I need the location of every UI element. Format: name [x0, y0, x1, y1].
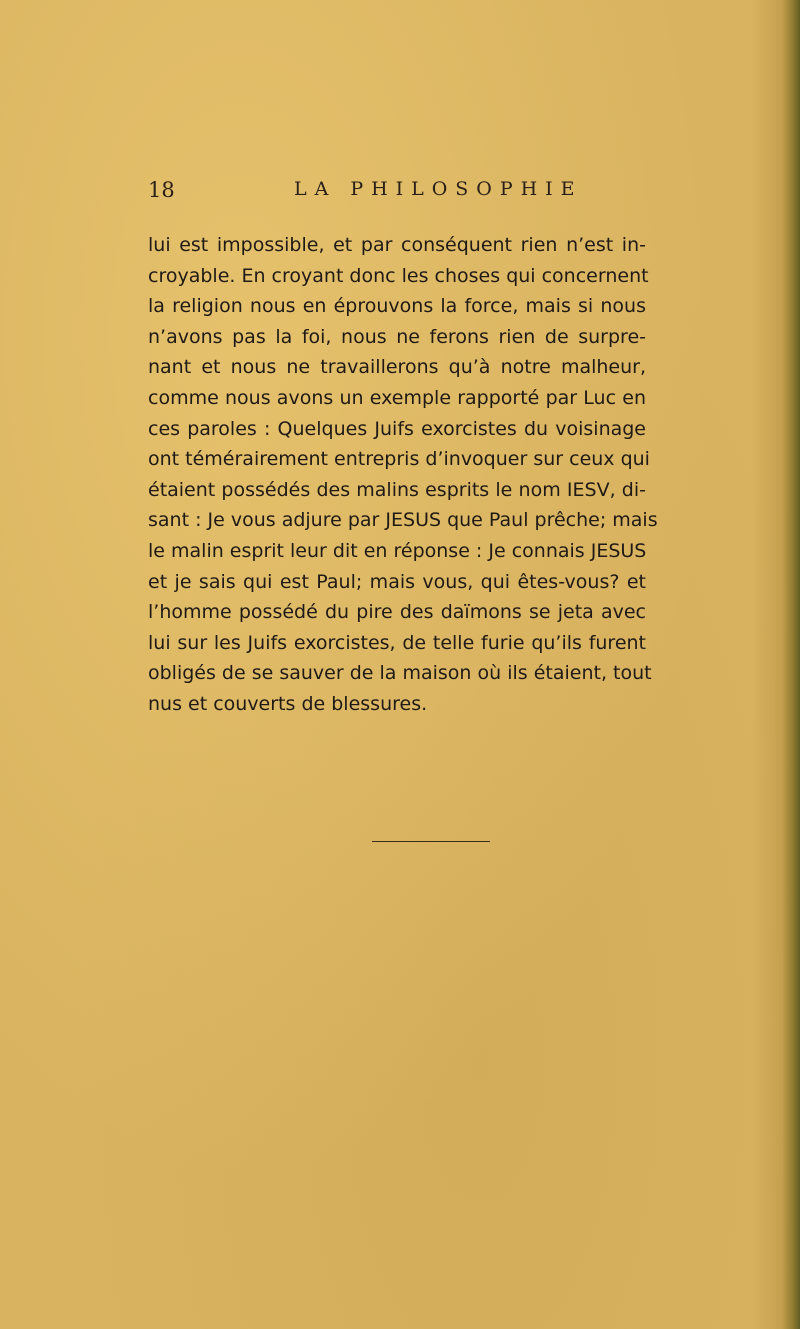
text-line: nus et couverts de blessures. [148, 692, 428, 715]
section-end-rule [372, 841, 490, 842]
page-edge-shadow [782, 0, 800, 1329]
text-line: ont témérairement entrepris d’invoquer sur ceux qui [148, 448, 650, 471]
text-line: obligés de se sauver de la maison où ils étaient, tout [148, 662, 652, 685]
running-head [148, 178, 583, 208]
body-paragraph [148, 230, 658, 720]
text-line: ces paroles : Quelques Juifs exorcistes du voisinage [148, 417, 646, 440]
text-line: lui sur les Juifs exorcistes, de telle furie qu’ils furent [148, 631, 646, 654]
text-line: croyable. En croyant donc les choses qui concernent [148, 264, 649, 287]
text-line: n’avons pas la foi, nous ne ferons rien de surpre- [148, 325, 646, 348]
text-line: nant et nous ne travaillerons qu’à notre malheur, [148, 356, 646, 379]
text-line: et je sais qui est Paul; mais vous, qui êtes-vous? et [148, 570, 646, 593]
text-line: l’homme possédé du pire des daïmons se jeta avec [148, 601, 646, 624]
text-line: sant : Je vous adjure par JESUS que Paul prêche; mais [148, 509, 658, 532]
text-line: lui est impossible, et par conséquent rien n’est in- [148, 234, 646, 256]
page-number: 18 [148, 178, 175, 202]
text-line: le malin esprit leur dit en réponse : Je connais JESUS [148, 539, 647, 562]
text-line: étaient possédés des malins esprits le nom IESV, di- [148, 478, 646, 501]
running-title: LA PHILOSOPHIE [294, 178, 583, 200]
text-line: la religion nous en éprouvons la force, mais si nous [148, 295, 646, 318]
text-line: comme nous avons un exemple rapporté par Luc en [148, 386, 646, 409]
